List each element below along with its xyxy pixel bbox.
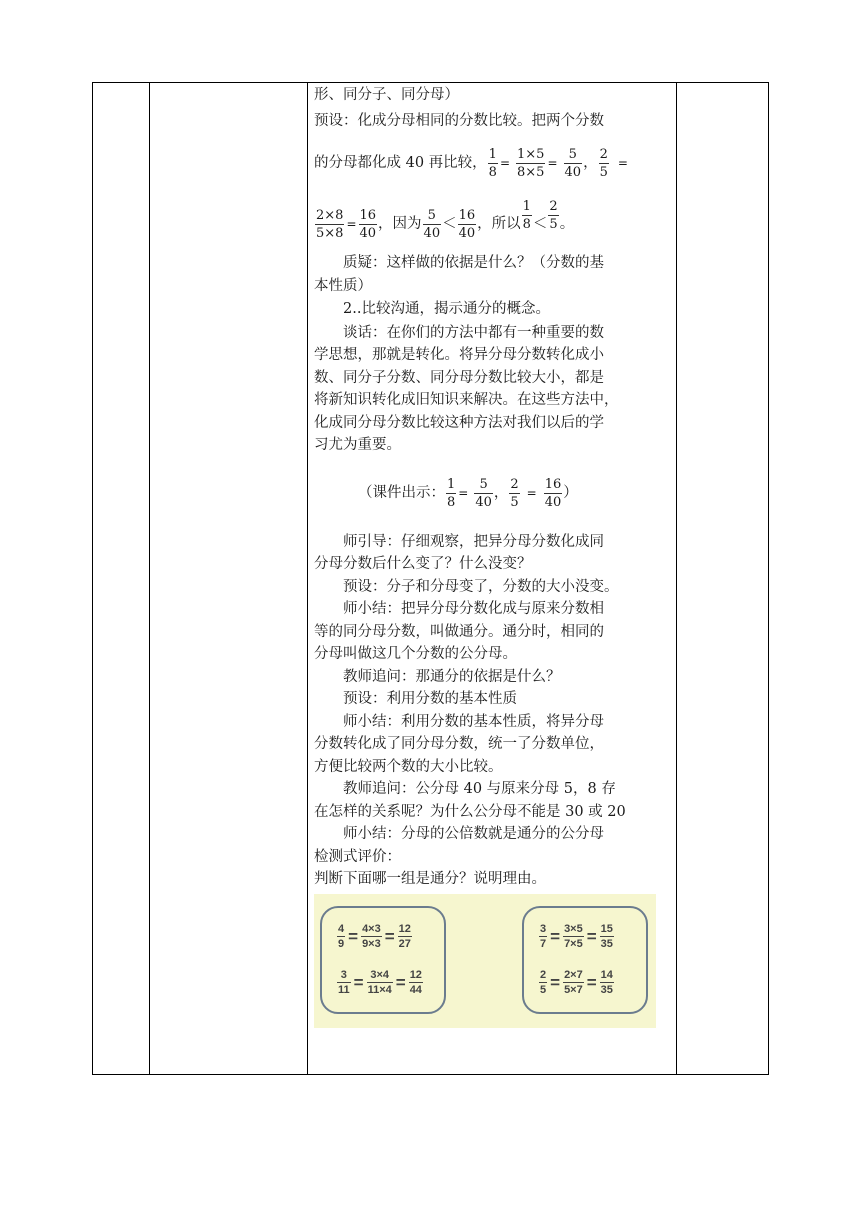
equals-sign: =	[353, 972, 364, 992]
fraction: $\frac{1}{8}$	[522, 198, 531, 232]
equals-sign: =	[586, 926, 597, 946]
text-line: 方便比较两个数的大小比较。	[314, 758, 503, 775]
exercise-row	[538, 968, 615, 997]
equals-sign: =	[550, 972, 561, 992]
exercise-row	[336, 922, 413, 951]
math-line	[314, 138, 674, 188]
fraction: $\frac{4\times 3}{9\times 3}$	[362, 923, 381, 950]
text-line: 检测式评价：	[314, 848, 401, 865]
text-line: ，所以	[477, 215, 521, 232]
fraction: $\frac{5}{40}$	[423, 207, 441, 241]
text-line: 师小结：把异分母分数化成与原来分数相	[343, 601, 604, 617]
fraction: $\frac{16}{40}$	[359, 207, 377, 241]
text-line: 本性质）	[314, 277, 372, 294]
text-line: 在怎样的关系呢？为什么公分母不能是 30 或 20	[314, 803, 626, 820]
fraction: $\frac{15}{35}$	[600, 923, 613, 950]
column-divider	[676, 83, 677, 1074]
text-line: 习尤为重要。	[314, 437, 401, 453]
equals-sign: =	[550, 926, 561, 946]
exercise-row	[538, 922, 615, 951]
period: 。	[559, 215, 575, 232]
fraction: $\frac{3\times 5}{7\times 5}$	[564, 923, 583, 950]
fraction: $\frac{16}{40}$	[544, 477, 562, 510]
text-line: 教师追问：那通分的依据是什么？	[343, 668, 561, 685]
courseware-line	[314, 467, 674, 521]
equals-sign: =	[384, 926, 395, 946]
less-than-sign: ＜	[442, 215, 457, 232]
text-line: 分母分数后什么变了？什么没变？	[314, 556, 532, 572]
text-line: 将新知识转化成旧知识来解决。在这些方法中，	[314, 392, 619, 408]
exercise-image	[314, 894, 656, 1028]
exercise-group-left	[320, 906, 446, 1014]
fraction: $\frac{4}{9}$	[338, 923, 345, 950]
comma: ，	[583, 154, 598, 171]
text-line: 预设：利用分数的基本性质	[343, 691, 517, 707]
equals-sign: =	[499, 155, 511, 170]
column-divider	[149, 83, 150, 1074]
fraction: $\frac{3}{11}$	[338, 969, 350, 996]
text-line: ，因为	[378, 215, 422, 232]
fraction: $\frac{1\times 5}{8\times 5}$	[517, 146, 545, 180]
fraction: $\frac{16}{40}$	[458, 207, 476, 241]
text-line: ）	[563, 485, 578, 502]
equals-sign: =	[395, 972, 406, 992]
fraction: $\frac{1}{8}$	[488, 146, 497, 180]
math-line	[314, 196, 674, 252]
fraction: $\frac{2\times 7}{5\times 7}$	[564, 969, 583, 996]
fraction: $\frac{2}{5}$	[599, 146, 608, 180]
text-line: 师小结：利用分数的基本性质，将异分母	[343, 713, 604, 730]
text-line: 谈话：在你们的方法中都有一种重要的数	[343, 324, 604, 341]
text-line: 师小结：分母的公倍数就是通分的公分母	[343, 826, 604, 842]
fraction: $\frac{14}{35}$	[600, 969, 613, 996]
equals-sign: =	[547, 155, 558, 170]
less-than-sign: ＜	[532, 215, 548, 232]
text-line: （课件出示：	[358, 485, 445, 502]
fraction: $\frac{5}{40}$	[475, 477, 492, 510]
equals-sign: =	[348, 926, 359, 946]
text-line: 预设：分子和分母变了，分数的大小没变。	[343, 578, 619, 595]
text-line: 的分母都化成 40 再比较，	[314, 154, 487, 171]
fraction: $\frac{5}{40}$	[564, 146, 582, 180]
exercise-row	[336, 968, 424, 997]
text-line: 数、同分子分数、同分母分数比较大小，都是	[314, 369, 604, 386]
equals-sign: =	[346, 216, 357, 231]
text-line: 形、同分子、同分母）	[314, 87, 459, 103]
text-line: 质疑：这样做的依据是什么？（分数的基	[343, 255, 604, 271]
column-divider	[307, 83, 308, 1074]
fraction: $\frac{3}{7}$	[540, 923, 547, 950]
fraction: $\frac{12}{27}$	[398, 923, 411, 950]
text-line: 师引导：仔细观察，把异分母分数化成同	[343, 533, 604, 550]
fraction: $\frac{12}{44}$	[409, 969, 422, 996]
exercise-group-right	[522, 906, 648, 1014]
equals-sign: =	[586, 972, 597, 992]
text-line: 2..比较沟通，揭示通分的概念。	[343, 301, 550, 317]
equals-sign: =	[526, 486, 537, 501]
equals-sign: =	[458, 486, 469, 501]
text-line: 分母叫做这几个分数的公分母。	[314, 646, 517, 662]
text-line: 学思想，那就是转化。将异分母分数转化成小	[314, 347, 604, 363]
fraction: $\frac{2}{5}$	[549, 198, 558, 232]
fraction: $\frac{3\times 4}{11\times 4}$	[367, 969, 392, 996]
fraction: $\frac{2}{5}$	[510, 477, 519, 510]
text-line: 化成同分母分数比较这种方法对我们以后的学	[314, 414, 604, 431]
text-line: 预设：化成分母相同的分数比较。把两个分数	[314, 112, 604, 129]
fraction: $\frac{1}{8}$	[447, 477, 456, 510]
text-line: 等的同分母分数，叫做通分。通分时，相同的	[314, 623, 604, 640]
fraction: $\frac{2}{5}$	[540, 969, 547, 996]
fraction: $\frac{2\times 8}{5\times 8}$	[316, 207, 344, 241]
text-line: 分数转化成了同分母分数，统一了分数单位，	[314, 736, 604, 752]
text-line: 教师追问：公分母 40 与原来分母 5，8 存	[343, 781, 616, 797]
text-line: 判断下面哪一组是通分？说明理由。	[314, 871, 546, 887]
lesson-content	[314, 84, 674, 891]
comma: ，	[493, 485, 509, 502]
equals-sign: =	[617, 155, 628, 170]
